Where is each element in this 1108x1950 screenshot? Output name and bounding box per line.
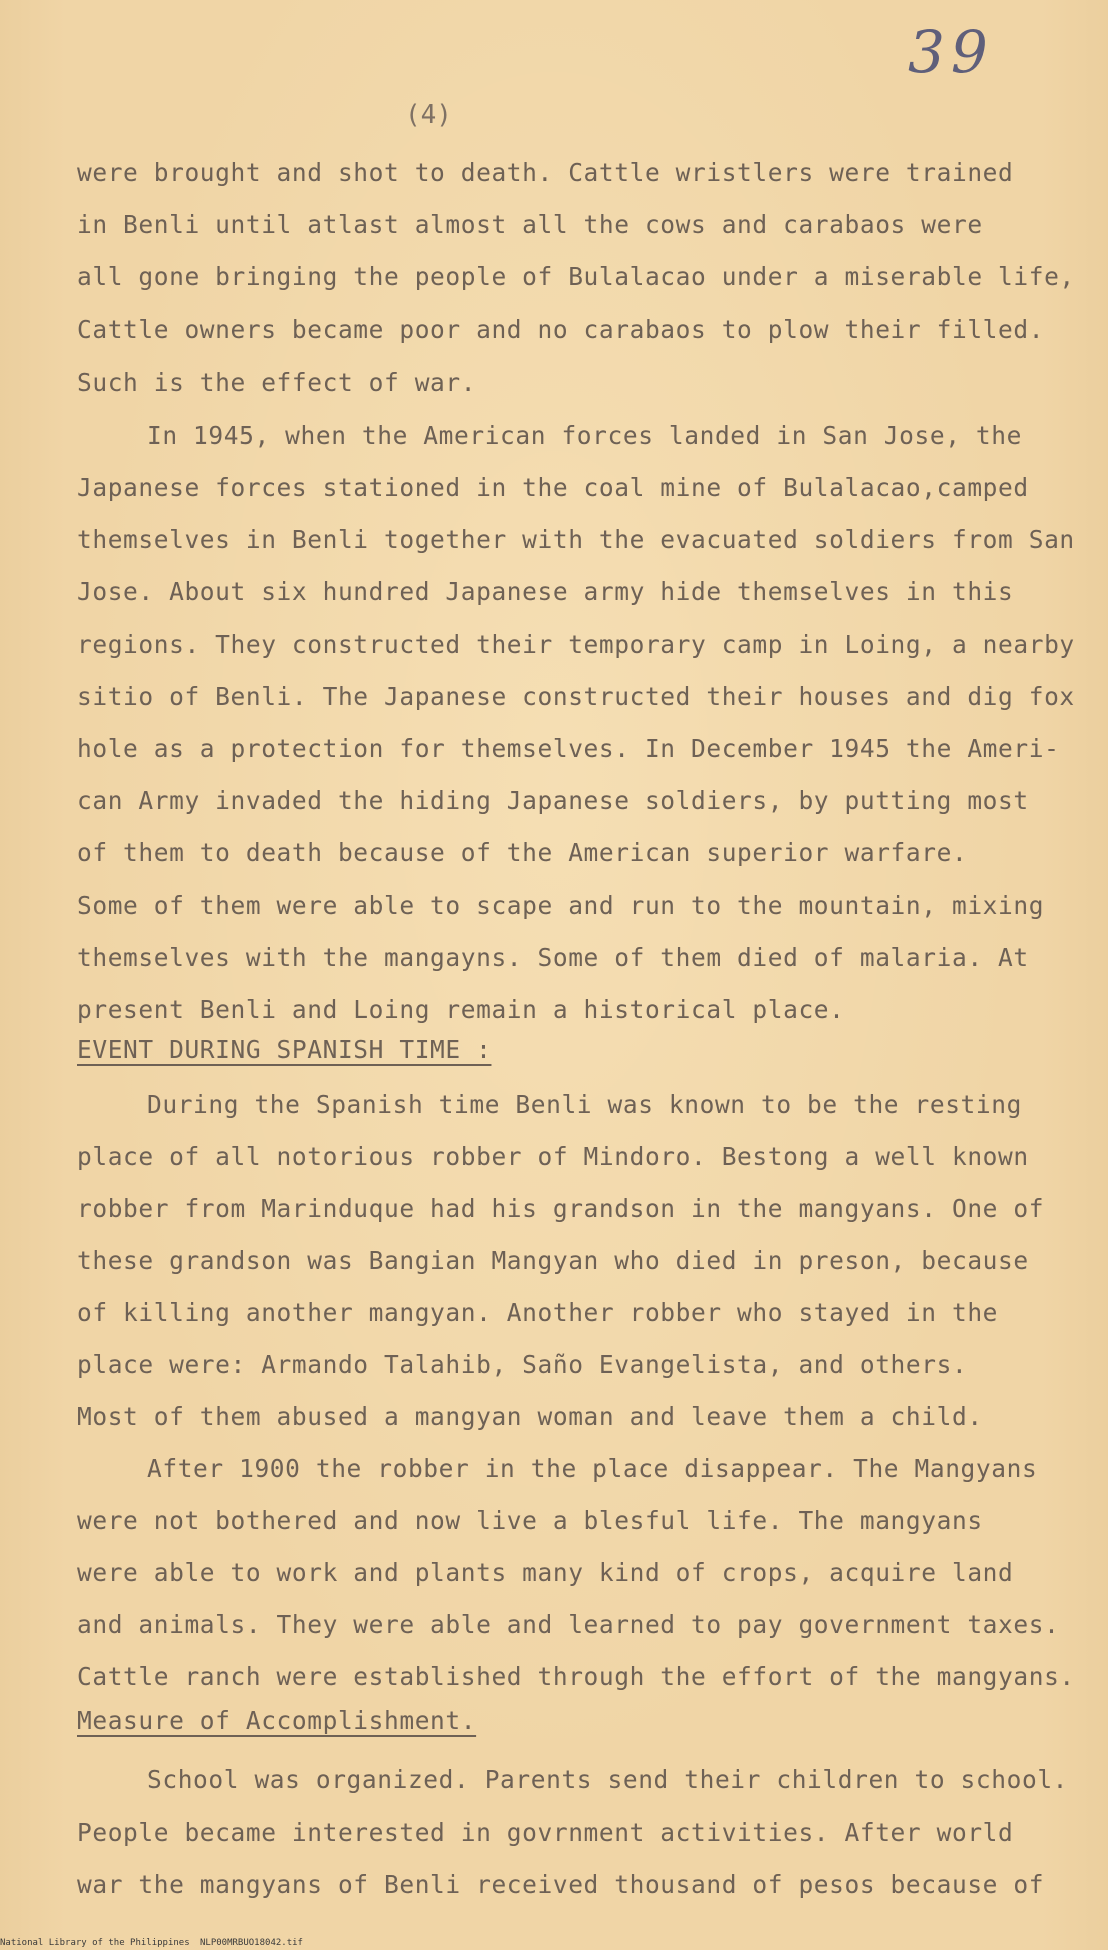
text-line: of killing another mangyan. Another robber who stayed in the [77,1298,999,1327]
text-line: were brought and shot to death. Cattle wristlers were trained [77,158,1014,187]
text-line: Japanese forces stationed in the coal mine of Bulalacao,camped [77,473,1029,502]
text-line: place were: Armando Talahib, Saño Evangelista, and others. [77,1350,968,1379]
text-line: themselves with the mangayns. Some of them died of malaria. At [77,943,1029,972]
text-line: in Benli until atlast almost all the cows and carabaos were [77,210,983,239]
text-line: hole as a protection for themselves. In December 1945 the Ameri- [77,734,1060,763]
text-line: Cattle ranch were established through the effort of the mangyans. [77,1662,1075,1691]
text-line: Some of them were able to scape and run to the mountain, mixing [77,891,1045,920]
text-line: Jose. About six hundred Japanese army hide themselves in this [77,577,1014,606]
text-line: can Army invaded the hiding Japanese soldiers, by putting most [77,786,1029,815]
text-line: regions. They constructed their temporary camp in Loing, a nearby [77,630,1075,659]
section-number: (4) [405,100,452,130]
text-line: and animals. They were able and learned to pay government taxes. [77,1610,1060,1639]
text-line: war the mangyans of Benli received thousand of pesos because of [77,1870,1045,1899]
text-line: all gone bringing the people of Bulalacao under a miserable life, [77,262,1075,291]
text-line: themselves in Benli together with the evacuated soldiers from San [77,525,1075,554]
archive-file-code: NLP00MRBUO18042.tif [200,1938,303,1948]
text-line: place of all notorious robber of Mindoro. Bestong a well known [77,1142,1029,1171]
text-line: of them to death because of the American superior warfare. [77,838,968,867]
section-heading-spanish-time: EVENT DURING SPANISH TIME : [77,1035,492,1064]
text-line: During the Spanish time Benli was known to be the resting [147,1090,1022,1119]
text-line: Cattle owners became poor and no carabaos to plow their filled. [77,315,1045,344]
text-line: present Benli and Loing remain a historical place. [77,995,845,1024]
text-line: People became interested in govrnment activities. After world [77,1818,1014,1847]
text-line: sitio of Benli. The Japanese constructed their houses and dig fox [77,682,1075,711]
text-line: were not bothered and now live a blesful life. The mangyans [77,1506,983,1535]
handwritten-page-number: 39 [908,18,994,86]
text-line: were able to work and plants many kind of crops, acquire land [77,1558,1014,1587]
text-line: School was organized. Parents send their children to school. [147,1765,1069,1794]
text-line: robber from Marinduque had his grandson in the mangyans. One of [77,1194,1045,1223]
text-line: In 1945, when the American forces landed in San Jose, the [147,421,1022,450]
text-line: Most of them abused a mangyan woman and leave them a child. [77,1402,983,1431]
text-line: these grandson was Bangian Mangyan who died in preson, because [77,1246,1029,1275]
text-line: After 1900 the robber in the place disappear. The Mangyans [147,1454,1038,1483]
archive-footer: National Library of the Philippines [0,1938,190,1948]
text-line: Such is the effect of war. [77,368,477,397]
section-heading-accomplishment: Measure of Accomplishment. [77,1706,477,1735]
